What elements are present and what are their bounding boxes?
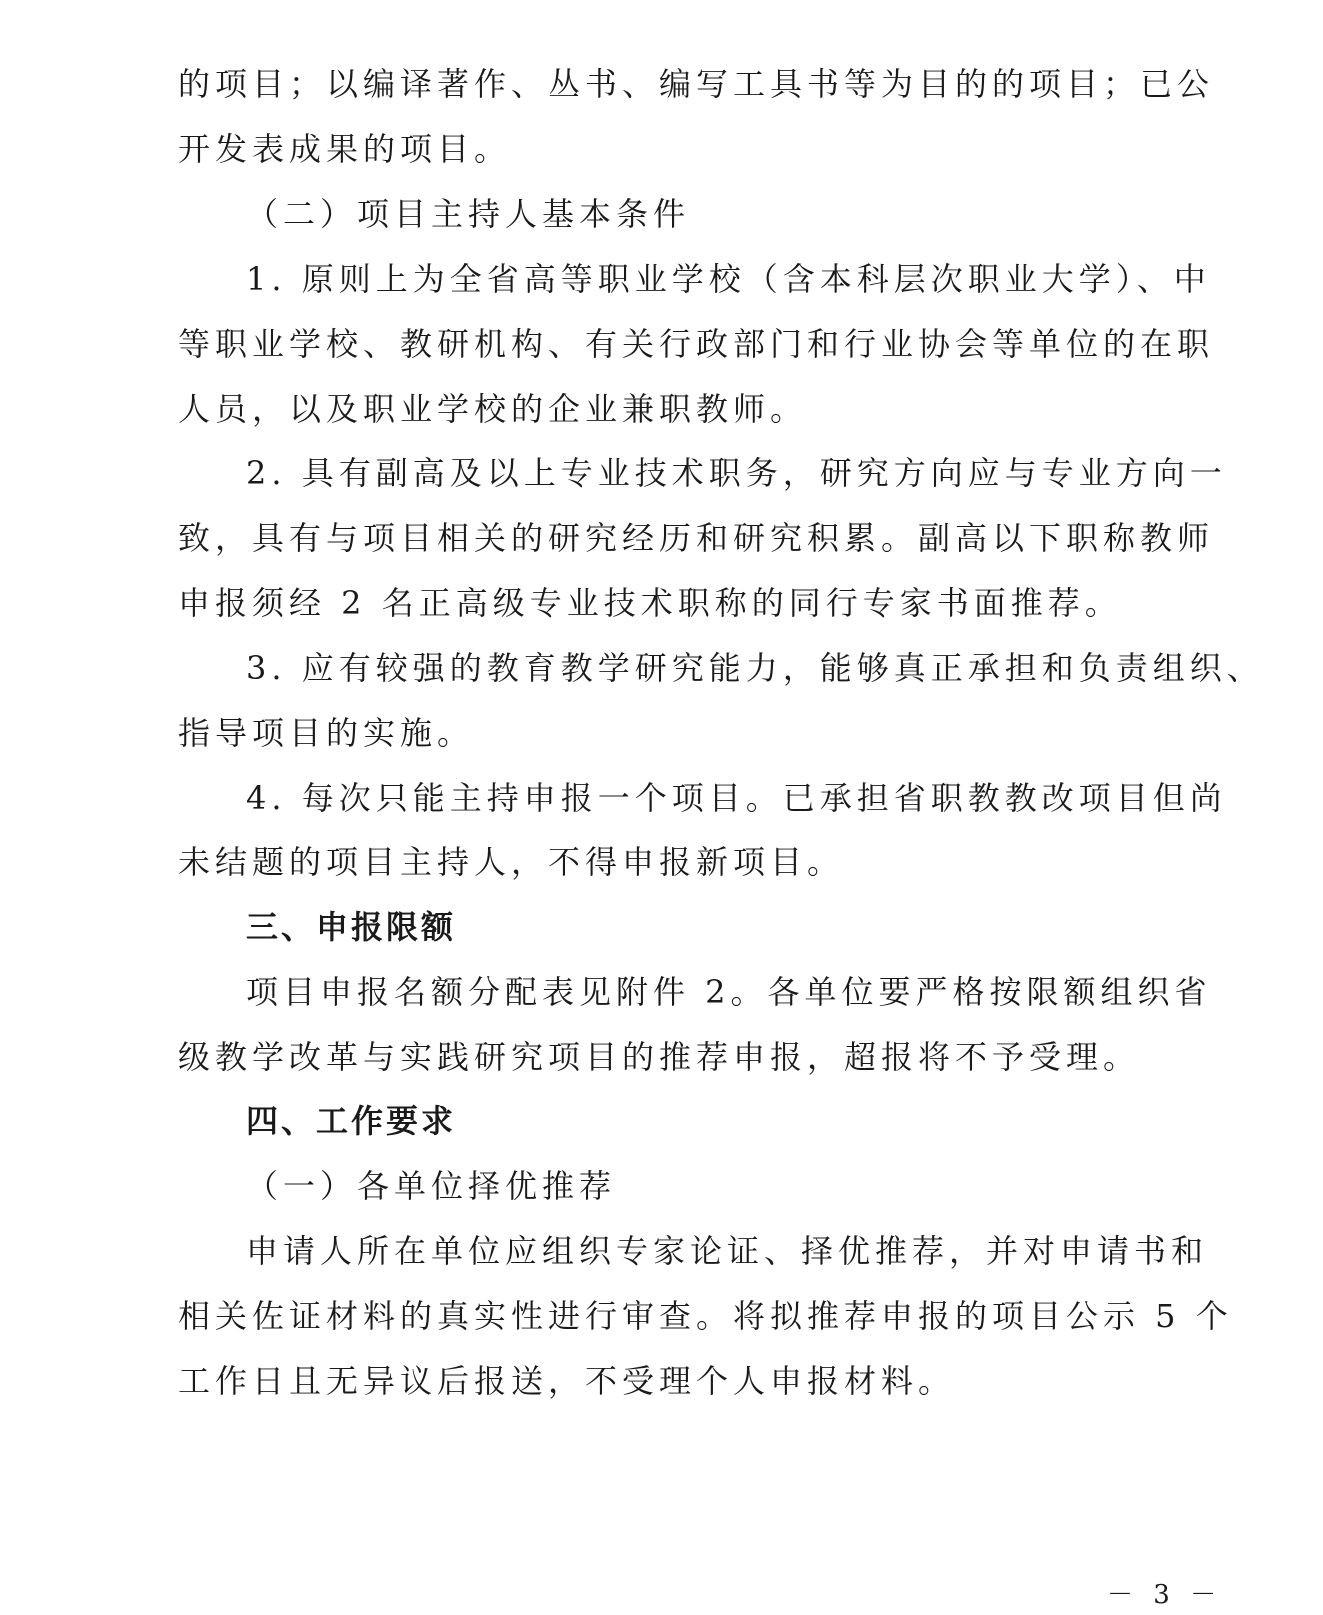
text-line: 未结题的项目主持人，不得申报新项目。 — [178, 843, 845, 881]
text-line: 申报须经 2 名正高级专业技术职称的同行专家书面推荐。 — [178, 584, 1122, 622]
subheading: （一）各单位择优推荐 — [246, 1167, 617, 1205]
text-line: 相关佐证材料的真实性进行审查。将拟推荐申报的项目公示 5 个 — [178, 1297, 1233, 1335]
text-line: 等职业学校、教研机构、有关行政部门和行业协会等单位的在职 — [178, 325, 1215, 363]
text-line: 指导项目的实施。 — [178, 714, 475, 752]
text-line: 3. 应有较强的教育教学研究能力，能够真正承担和负责组织、 — [246, 649, 1264, 687]
text-line: 的项目；以编译著作、丛书、编写工具书等为目的的项目；已公 — [178, 65, 1215, 103]
text-line: 申请人所在单位应组织专家论证、择优推荐，并对申请书和 — [246, 1232, 1209, 1270]
text-line: 工作日且无异议后报送，不受理个人申报材料。 — [178, 1362, 956, 1400]
text-line: 项目申报名额分配表见附件 2。各单位要严格按限额组织省 — [246, 973, 1212, 1011]
section-heading: 三、申报限额 — [246, 908, 457, 946]
text-line: 2. 具有副高及以上专业技术职务，研究方向应与专业方向一 — [246, 454, 1227, 492]
section-heading: 四、工作要求 — [246, 1102, 457, 1140]
subheading: （二）项目主持人基本条件 — [246, 195, 691, 233]
text-line: 人员，以及职业学校的企业兼职教师。 — [178, 390, 808, 428]
text-line: 致，具有与项目相关的研究经历和研究积累。副高以下职称教师 — [178, 519, 1215, 557]
text-line: 开发表成果的项目。 — [178, 130, 512, 168]
text-line: 4. 每次只能主持申报一个项目。已承担省职教教改项目但尚 — [246, 779, 1227, 817]
page-number: － 3 － — [1107, 1580, 1223, 1610]
text-line: 1. 原则上为全省高等职业学校（含本科层次职业大学）、中 — [246, 260, 1211, 298]
text-line: 级教学改革与实践研究项目的推荐申报，超报将不予受理。 — [178, 1038, 1141, 1076]
